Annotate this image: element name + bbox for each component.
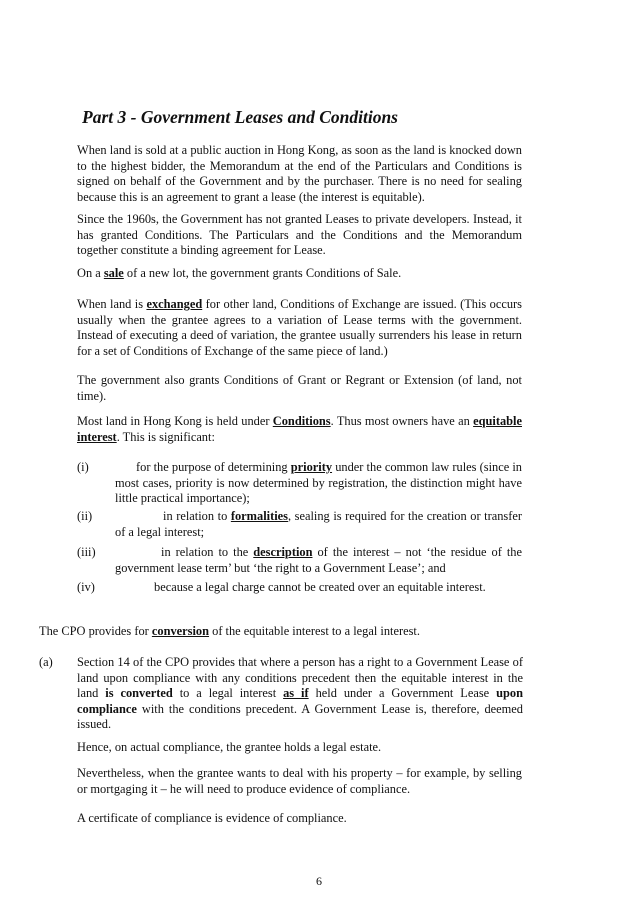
term-sale: sale (103, 266, 124, 280)
section-heading: Part 3 - Government Leases and Conditions (82, 107, 398, 127)
list-item-number: (a) (39, 655, 53, 669)
paragraph-public-auction: When land is sold at a public auction in Hong Kong, as soon as the land is knocked down to the highest bidder, the Memorandum at the end of the Particulars and Conditions is signed on behalf of the Government and by the purchaser. There is no need for sealing because this is an agreement to grant a lease (the interest is equitable). (77, 143, 522, 204)
term-upon-compliance: upon compliance (77, 686, 523, 716)
list-item: (i) for the purpose of determining priority under the common law rules (since in most cases, priority is now determined by registration, the distinction might have little practical importance); (77, 460, 522, 506)
term-is-converted: is converted (105, 686, 173, 701)
paragraph-certificate: A certificate of compliance is evidence of compliance. (77, 811, 347, 825)
term-conditions: Conditions (272, 414, 331, 428)
list-item: (iv) because a legal charge cannot be created over an equitable interest. (77, 580, 486, 594)
term-equitable-interest: equitable interest (77, 414, 522, 444)
paragraph-cpo-conversion: The CPO provides for conversion of the equitable interest to a legal interest. (39, 624, 420, 638)
term-as-if: as if (283, 686, 309, 701)
list-item: (ii) in relation to formalities, sealing is required for the creation or transfer of a legal interest; (77, 509, 522, 539)
list-item: (a) Section 14 of the CPO provides that where a person has a right to a Government Lease of land upon compliance with any conditions precedent then the equitable interest in the land is converted to a legal interest as if held under a Government Lease upon compliance with the conditions precedent. A Government Lease is, therefore, deemed issued. (39, 655, 523, 732)
paragraph-since-1960s: Since the 1960s, the Government has not granted Leases to private developers. Instead, it has granted Conditions. The Particulars and the Conditions and the Memorandum together constitute a binding agreement for Lease. (77, 212, 522, 258)
term-formalities: formalities (230, 509, 288, 523)
paragraph-conditions: Most land in Hong Kong is held under Conditions. Thus most owners have an equitable interest. This is significant: (77, 414, 522, 444)
list-item-number: (iv) (77, 580, 95, 594)
list-item: (iii) in relation to the description of the interest – not ‘the residue of the government lease term’ but ‘the right to a Government Lease’; and (77, 545, 522, 575)
term-exchanged: exchanged (146, 297, 203, 311)
term-description: description (253, 545, 313, 559)
list-item-number: (ii) (77, 509, 93, 523)
paragraph-actual-compliance: Hence, on actual compliance, the grantee holds a legal estate. (77, 740, 382, 754)
page-number: 6 (316, 874, 322, 888)
paragraph-sale: On a sale of a new lot, the government grants Conditions of Sale. (77, 266, 402, 280)
paragraph-evidence-needed: Nevertheless, when the grantee wants to deal with his property – for example, by selling or mortgaging it – he will need to produce evidence of compliance. (77, 766, 522, 796)
list-item-number: (iii) (77, 545, 96, 559)
term-priority: priority (290, 460, 333, 474)
list-item-number: (i) (77, 460, 89, 474)
paragraph-exchanged: When land is exchanged for other land, Conditions of Exchange are issued. (This occurs usually when the grantee agrees to a variation of Lease terms with the government. Instead of executing a deed of variation, the grantee usually surrenders his lease in return for a set of Conditions of Exchange of the same piece of land.) (77, 297, 522, 358)
term-conversion: conversion (151, 624, 210, 638)
paragraph-grant-regrant: The government also grants Conditions of Grant or Regrant or Extension (of land, not time). (77, 373, 522, 403)
